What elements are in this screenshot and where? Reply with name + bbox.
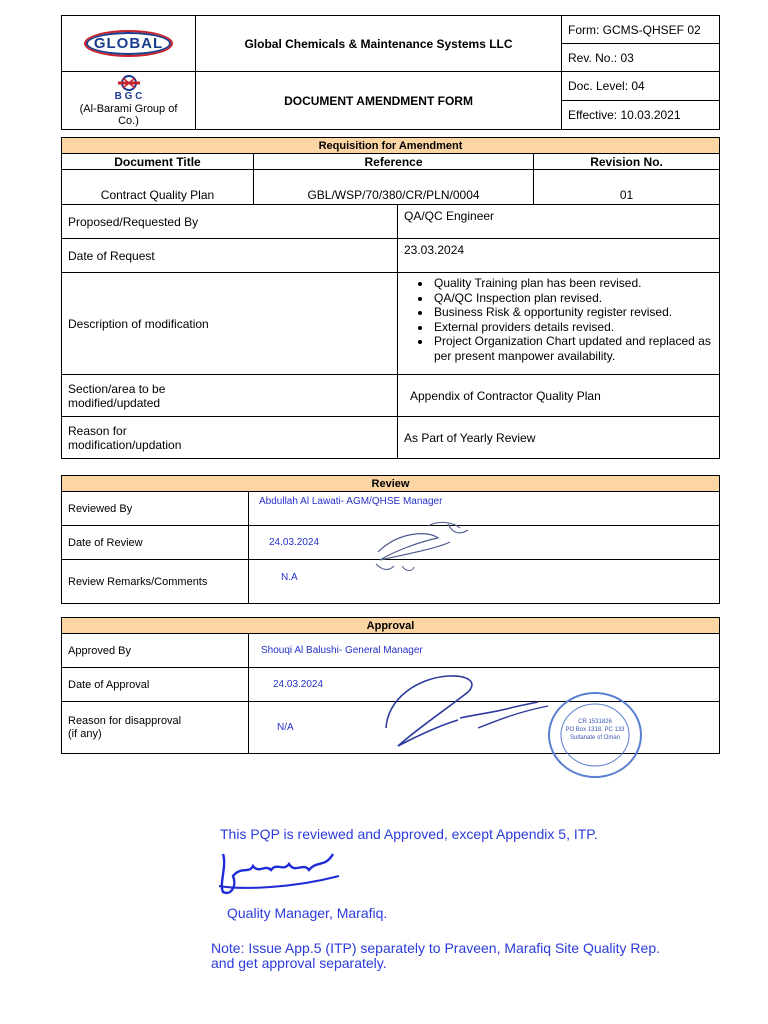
signer-title: Quality Manager, Marafiq. [227,905,388,921]
reviewed-by-label: Reviewed By [62,492,249,526]
date-of-approval-value: 24.03.2024 [249,668,720,702]
global-logo-cell [62,16,196,72]
stamp-cr: CR 1531826 [578,719,612,725]
date-of-review-label: Date of Review [62,526,249,560]
reviewer-signature-icon [368,512,488,582]
document-title-value: Contract Quality Plan [62,170,254,205]
proposed-by-value: QA/QC Engineer [398,205,720,239]
section-area-label-line1: Section/area to be [68,381,166,396]
form-title: DOCUMENT AMENDMENT FORM [196,72,562,130]
requisition-table [61,137,720,459]
list-item: • Quality Training plan has been revised. [432,276,713,291]
description-value [398,273,720,375]
reviewed-by-value: Abdullah Al Lawati- AGM/QHSE Manager [249,492,720,526]
form-code: Form: GCMS-QHSEF 02 [562,16,720,44]
reason-label-line1: Reason for [68,423,127,438]
list-item: • External providers details revised. [432,320,713,335]
review-heading: Review [62,476,720,492]
issue-note-line1: Note: Issue App.5 (ITP) separately to Praveen, Marafiq Site Quality Rep. [211,940,660,956]
date-of-request-value: 23.03.2024 [398,239,720,273]
col-reference: Reference [254,154,534,170]
list-item: • Project Organization Chart updated and replaced as per present manpower availability. [432,334,713,363]
quality-manager-signature-icon [213,846,348,900]
disapproval-label-line1: Reason for disapproval [68,714,182,727]
company-stamp [545,690,645,780]
effective-date: Effective: 10.03.2021 [562,101,720,130]
reason-label [62,417,398,459]
reference-value: GBL/WSP/70/380/CR/PLN/0004 [254,170,534,205]
review-remarks-label: Review Remarks/Comments [62,560,249,604]
list-item: • QA/QC Inspection plan revised. [432,291,713,306]
approval-note: This PQP is reviewed and Approved, except Appendix 5, ITP. [220,826,598,842]
section-area-label-line2: modified/updated [68,395,161,410]
date-of-request-label: Date of Request [62,239,398,273]
doc-level: Doc. Level: 04 [562,72,720,101]
issue-note [211,941,660,971]
date-of-approval-label: Date of Approval [62,668,249,702]
bgc-emblem-icon [114,75,144,91]
disapproval-label-line2: (if any) [68,727,102,740]
date-of-review-value: 24.03.2024 [249,526,720,560]
reason-value: As Part of Yearly Review [398,417,720,459]
company-name: Global Chemicals & Maintenance Systems LLC [196,16,562,72]
modifications-list [404,276,713,363]
approved-by-value: Shouqi Al Balushi- General Manager [249,634,720,668]
description-label: Description of modification [62,273,398,375]
requisition-heading: Requisition for Amendment [62,138,720,154]
list-item: • Business Risk & opportunity register revised. [432,305,713,320]
col-document-title: Document Title [62,154,254,170]
stamp-country: Sultanate of Oman [569,735,621,741]
section-area-label [62,375,398,417]
bgc-logo-cell [62,72,196,130]
section-area-value: Appendix of Contractor Quality Plan [398,375,720,417]
col-revision: Revision No. [534,154,720,170]
disapproval-value: N/A [249,702,720,754]
header-table [61,15,720,130]
global-logo: GLOBAL [84,30,173,57]
rev-no: Rev. No.: 03 [562,44,720,72]
reason-label-line2: modification/updation [68,437,182,452]
issue-note-line2: and get approval separately. [211,955,387,971]
approved-by-label: Approved By [62,634,249,668]
approval-heading: Approval [62,618,720,634]
revision-value: 01 [534,170,720,205]
bgc-label: B G C [114,90,143,102]
disapproval-label [62,702,249,754]
stamp-po: PO Box 1318, PC 133 [565,727,625,733]
group-name: (Al-Barami Group of Co.) [79,102,178,127]
approver-signature-icon [378,668,558,758]
proposed-by-label: Proposed/Requested By [62,205,398,239]
review-remarks-value: N.A [249,560,720,604]
